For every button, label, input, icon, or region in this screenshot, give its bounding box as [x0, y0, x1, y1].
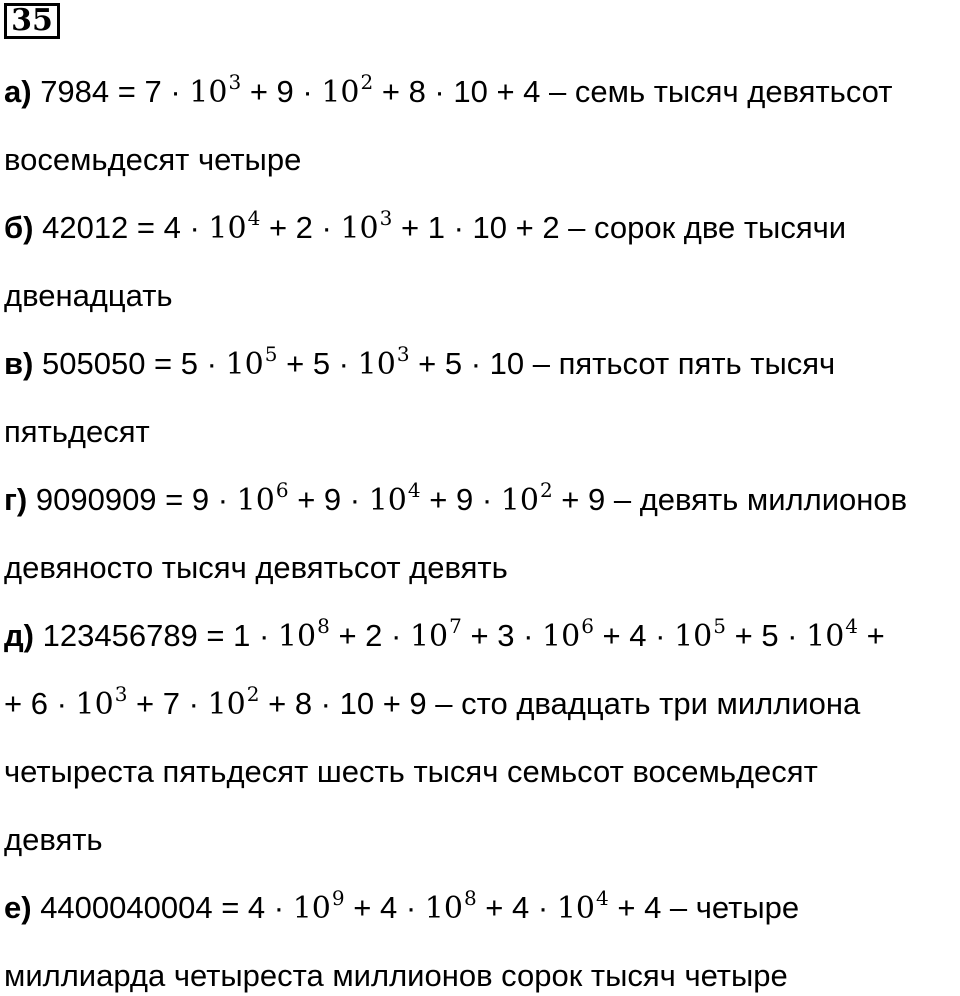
exponent: 4 [247, 206, 261, 230]
item-label: а) [4, 74, 32, 109]
item-label: е) [4, 890, 32, 925]
power-of-ten: $10^3$ [189, 70, 242, 110]
line-text: + [858, 618, 885, 653]
line-text: + 3 · [461, 618, 543, 653]
item-label: б) [4, 210, 34, 245]
solution-line [4, 888, 799, 931]
power-of-ten: $10^7$ [409, 614, 462, 654]
solution-line [4, 344, 835, 387]
exponent: 8 [317, 614, 330, 638]
line-text: четыреста пятьдесят шесть тысяч семьсот восемьдесят [4, 754, 818, 789]
exponent: 2 [539, 478, 553, 502]
exponent: 4 [596, 886, 609, 910]
solution-line [4, 276, 173, 316]
line-text: + 5 · [277, 346, 358, 381]
exponent: 3 [228, 70, 242, 94]
power-of-ten: $10^5$ [225, 342, 278, 382]
solution-line [4, 820, 103, 860]
solution-line [4, 616, 885, 659]
solution-line [4, 140, 301, 180]
power-of-ten: $10^8$ [424, 886, 477, 926]
line-text: + 5 · 10 – пятьсот пять тысяч [409, 346, 836, 381]
power-of-ten: $10^4$ [806, 614, 859, 654]
solution-line [4, 208, 846, 251]
line-text: 7984 = 7 · [31, 74, 190, 109]
power-of-ten: $10^3$ [357, 342, 410, 382]
line-text: + 9 · [288, 482, 369, 517]
exponent: 5 [713, 614, 726, 638]
solution-line [4, 412, 150, 452]
power-of-ten: $10^2$ [500, 478, 553, 518]
line-text: + 4 · [476, 890, 557, 925]
exponent: 8 [463, 886, 477, 910]
line-text: + 4 · [344, 890, 425, 925]
line-text: + 9 · [241, 74, 322, 109]
line-text: + 8 · 10 + 9 – сто двадцать три миллиона [259, 686, 861, 721]
exponent: 3 [379, 206, 393, 230]
problem-number: 35 [4, 3, 60, 39]
line-text: 42012 = 4 · [33, 210, 209, 245]
line-text: + 5 · [725, 618, 807, 653]
power-of-ten: $10^6$ [236, 478, 289, 518]
exponent: 4 [845, 614, 859, 638]
line-text: девять [4, 822, 103, 857]
solution-line [4, 684, 860, 727]
power-of-ten: $10^3$ [340, 206, 393, 246]
line-text: + 1 · 10 + 2 – сорок две тысячи [392, 210, 847, 245]
item-label: г) [4, 482, 28, 517]
power-of-ten: $10^2$ [321, 70, 374, 110]
line-text: 123456789 = 1 · [34, 618, 278, 653]
line-text: + 8 · 10 + 4 – семь тысяч девятьсот [373, 74, 893, 109]
item-label: д) [4, 618, 35, 653]
exponent: 4 [407, 478, 421, 502]
line-text: + 4 · [593, 618, 675, 653]
exponent: 2 [246, 682, 260, 706]
line-text: 4400040004 = 4 · [31, 890, 293, 925]
line-text: 505050 = 5 · [33, 346, 226, 381]
power-of-ten: $10^8$ [277, 614, 330, 654]
exponent: 3 [396, 342, 410, 366]
power-of-ten: $10^4$ [556, 886, 609, 926]
power-of-ten: $10^4$ [208, 206, 261, 246]
line-text: + 6 · [4, 686, 76, 721]
item-label: в) [4, 346, 34, 381]
exponent: 2 [360, 70, 374, 94]
line-text: + 2 · [260, 210, 341, 245]
power-of-ten: $10^4$ [368, 478, 421, 518]
solution-line [4, 72, 892, 115]
power-of-ten: $10^3$ [75, 682, 128, 722]
solution-line [4, 956, 788, 996]
line-text: двенадцать [4, 278, 173, 313]
exponent: 7 [449, 614, 462, 638]
line-text: 9090909 = 9 · [27, 482, 237, 517]
solution-line [4, 548, 508, 588]
exponent: 5 [264, 342, 278, 366]
line-text: + 7 · [127, 686, 208, 721]
power-of-ten: $10^2$ [207, 682, 260, 722]
solution-line [4, 752, 818, 792]
power-of-ten: $10^6$ [542, 614, 594, 654]
exponent: 6 [581, 614, 594, 638]
line-text: пятьдесят [4, 414, 150, 449]
line-text: девяносто тысяч девятьсот девять [4, 550, 508, 585]
line-text: + 9 – девять миллионов [552, 482, 908, 517]
line-text: + 9 · [420, 482, 501, 517]
line-text: + 4 – четыре [608, 890, 800, 925]
line-text: миллиарда четыреста миллионов сорок тысяч четыре [4, 958, 788, 993]
line-text: восемьдесят четыре [4, 142, 302, 177]
power-of-ten: $10^5$ [674, 614, 726, 654]
solution-line [4, 480, 907, 523]
power-of-ten: $10^9$ [292, 886, 345, 926]
exponent: 6 [275, 478, 289, 502]
line-text: + 2 · [329, 618, 410, 653]
exponent: 3 [114, 682, 128, 706]
exponent: 9 [331, 886, 345, 910]
